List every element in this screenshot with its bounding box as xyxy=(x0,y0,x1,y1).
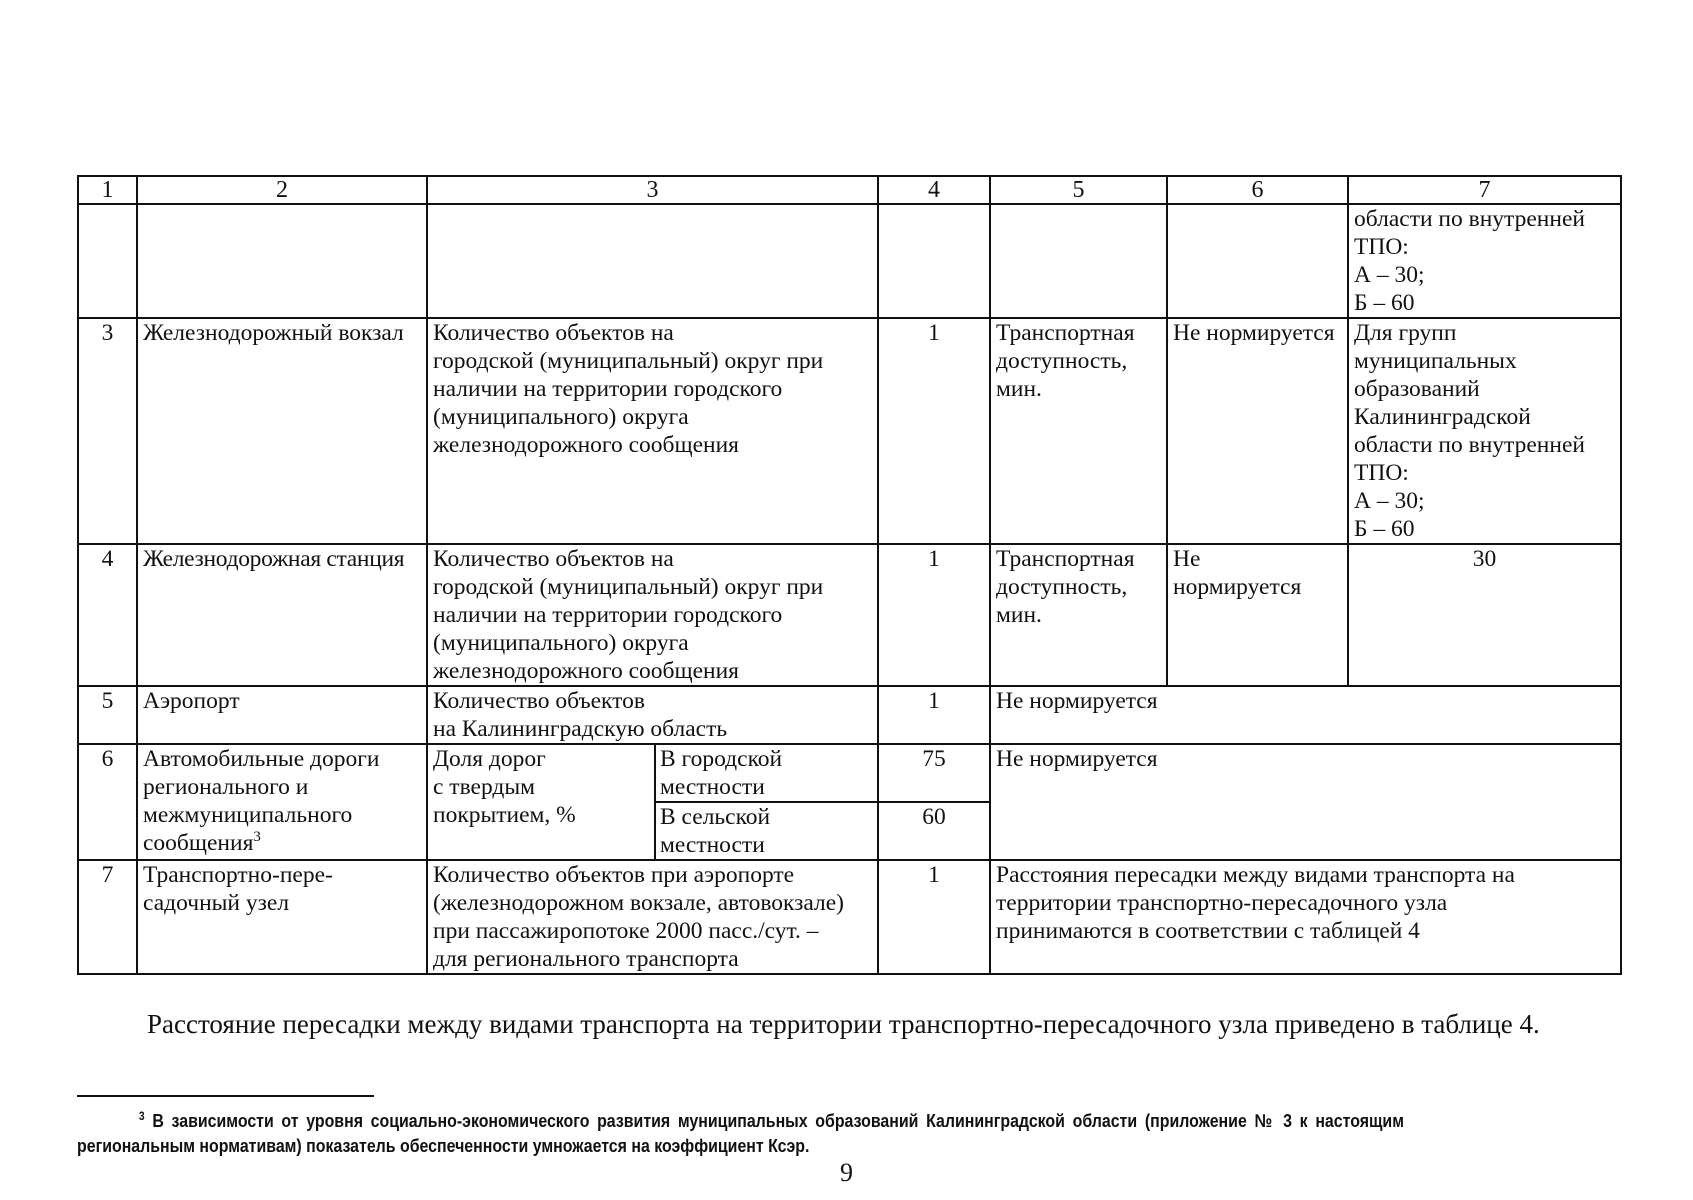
value-cell: 1 xyxy=(878,318,990,544)
value-cell: 60 xyxy=(878,802,990,860)
text-line: (железнодорожном вокзале, автовокзале) xyxy=(433,890,845,916)
text-line: Транспортная xyxy=(996,320,1135,346)
footnote-mark: 3 xyxy=(138,1108,145,1123)
row-number: 6 xyxy=(78,744,137,860)
text-line: доступность, xyxy=(996,348,1128,374)
text-line: с твердым xyxy=(433,774,536,800)
text-line: ТПО: xyxy=(1354,460,1409,486)
text-line: Для групп xyxy=(1354,320,1457,346)
text-line: мин. xyxy=(996,376,1042,402)
table-header-row xyxy=(78,176,1621,204)
header-cell: 7 xyxy=(1348,176,1621,204)
norms-table xyxy=(77,175,1622,975)
text-line: (муниципального) округа xyxy=(433,630,689,656)
table-cell xyxy=(78,204,137,318)
text-line: Расстояния пересадки между видами транспорта на xyxy=(996,862,1515,888)
text-line: Количество объектов на xyxy=(433,546,674,572)
table-row xyxy=(78,318,1621,544)
header-cell: 4 xyxy=(878,176,990,204)
text-line: городской (муниципальный) округ при xyxy=(433,574,824,600)
page-number: 9 xyxy=(840,1158,853,1187)
text-line: покрытием, % xyxy=(433,802,576,828)
sub-indicator-cell xyxy=(655,744,878,802)
norm-cell: Не нормируется xyxy=(1167,318,1348,544)
text-line xyxy=(143,829,421,857)
text-line: В городской xyxy=(660,746,783,772)
text-line: Калининградской xyxy=(1354,404,1531,430)
text-line: Доля дорог xyxy=(433,746,546,772)
text-line: Б – 60 xyxy=(1354,290,1415,316)
object-name: Железнодорожная станция xyxy=(137,544,427,686)
text-line: при пассажиропотоке 2000 пасс./сут. – xyxy=(433,918,819,944)
text-line: Транспортно-пере- xyxy=(143,862,333,888)
table-cell xyxy=(1348,204,1621,318)
text-line: на Калининградскую область xyxy=(433,716,728,742)
value-cell: 1 xyxy=(878,686,990,744)
text-line: Б – 60 xyxy=(1354,516,1415,542)
text-line: для регионального транспорта xyxy=(433,946,739,972)
text-line: Автомобильные дороги xyxy=(143,746,380,772)
accessibility-cell xyxy=(990,318,1167,544)
text-line: нормируется xyxy=(1173,574,1302,600)
row-number: 4 xyxy=(78,544,137,686)
text-line: принимаются в соответствии с таблицей 4 xyxy=(996,918,1420,944)
value-cell: 75 xyxy=(878,744,990,802)
merged-norm-cell: Не нормируется xyxy=(990,686,1621,744)
header-cell: 1 xyxy=(78,176,137,204)
text-line: местности xyxy=(660,774,765,800)
table-cell xyxy=(1167,204,1348,318)
text-line: образований xyxy=(1354,376,1480,402)
indicator-cell xyxy=(427,686,878,744)
sub-indicator-cell xyxy=(655,802,878,860)
table-cell xyxy=(137,204,427,318)
indicator-cell xyxy=(427,860,878,974)
header-cell: 6 xyxy=(1167,176,1348,204)
text-line: Количество объектов xyxy=(433,688,645,714)
norm-cell xyxy=(1167,544,1348,686)
text-line: А – 30; xyxy=(1354,488,1425,514)
note-cell xyxy=(1348,318,1621,544)
text-line: регионального и xyxy=(143,774,309,800)
footnote xyxy=(77,1108,1404,1158)
object-name: Аэропорт xyxy=(137,686,427,744)
text-line: (муниципального) округа xyxy=(433,404,689,430)
text-line: Количество объектов при аэропорте xyxy=(433,862,795,888)
object-name: Железнодорожный вокзал xyxy=(137,318,427,544)
table-row xyxy=(78,204,1621,318)
table-row xyxy=(78,860,1621,974)
text-line: мин. xyxy=(996,602,1042,628)
text-line: межмуниципального xyxy=(143,802,353,828)
row-number: 5 xyxy=(78,686,137,744)
table-cell xyxy=(427,204,878,318)
accessibility-cell xyxy=(990,544,1167,686)
text-line: доступность, xyxy=(996,574,1128,600)
text-line: местности xyxy=(660,832,765,858)
text-line: В сельской xyxy=(660,804,771,830)
table-cell xyxy=(878,204,990,318)
table-row xyxy=(78,744,1621,802)
text-line: области по внутренней xyxy=(1354,206,1585,232)
table-row xyxy=(78,544,1621,686)
header-cell: 2 xyxy=(137,176,427,204)
text-line: муниципальных xyxy=(1354,348,1517,374)
footnote-ref: 3 xyxy=(253,829,261,846)
text-line: ТПО: xyxy=(1354,234,1409,260)
text-line: А – 30; xyxy=(1354,262,1425,288)
merged-norm-cell xyxy=(990,860,1621,974)
value-cell: 1 xyxy=(878,860,990,974)
footnote-text: В зависимости от уровня социально-экономического развития муниципальных образований Калининградской области (приложение № 3 к настоящим региональным нормативам) показатель обеспеченности умножается на коэффициент Ксэр. xyxy=(77,1110,1404,1156)
text-line: наличии на территории городского xyxy=(433,602,783,628)
text-line: железнодорожного сообщения xyxy=(433,432,739,458)
text-line: Транспортная xyxy=(996,546,1135,572)
merged-norm-cell: Не нормируется xyxy=(990,744,1621,860)
header-cell: 3 xyxy=(427,176,878,204)
text-line: области по внутренней xyxy=(1354,432,1585,458)
text-line: территории транспортно-пересадочного узла xyxy=(996,890,1448,916)
object-name xyxy=(137,744,427,860)
text-line: железнодорожного сообщения xyxy=(433,658,739,684)
text-fragment: сообщения xyxy=(143,830,254,856)
indicator-cell xyxy=(427,744,655,860)
body-paragraph: Расстояние пересадки между видами транспорта на территории транспортно-пересадочного узла приведено в таблице 4. xyxy=(147,1009,1540,1039)
indicator-cell xyxy=(427,318,878,544)
table-cell xyxy=(990,204,1167,318)
header-cell: 5 xyxy=(990,176,1167,204)
value-cell: 1 xyxy=(878,544,990,686)
text-line: наличии на территории городского xyxy=(433,376,783,402)
text-line: Не xyxy=(1173,546,1201,572)
text-line: Количество объектов на xyxy=(433,320,674,346)
footnote-divider xyxy=(77,1095,374,1097)
row-number: 3 xyxy=(78,318,137,544)
table-row xyxy=(78,686,1621,744)
note-cell: 30 xyxy=(1348,544,1621,686)
text-line: садочный узел xyxy=(143,890,290,916)
indicator-cell xyxy=(427,544,878,686)
text-line: городской (муниципальный) округ при xyxy=(433,348,824,374)
object-name xyxy=(137,860,427,974)
row-number: 7 xyxy=(78,860,137,974)
